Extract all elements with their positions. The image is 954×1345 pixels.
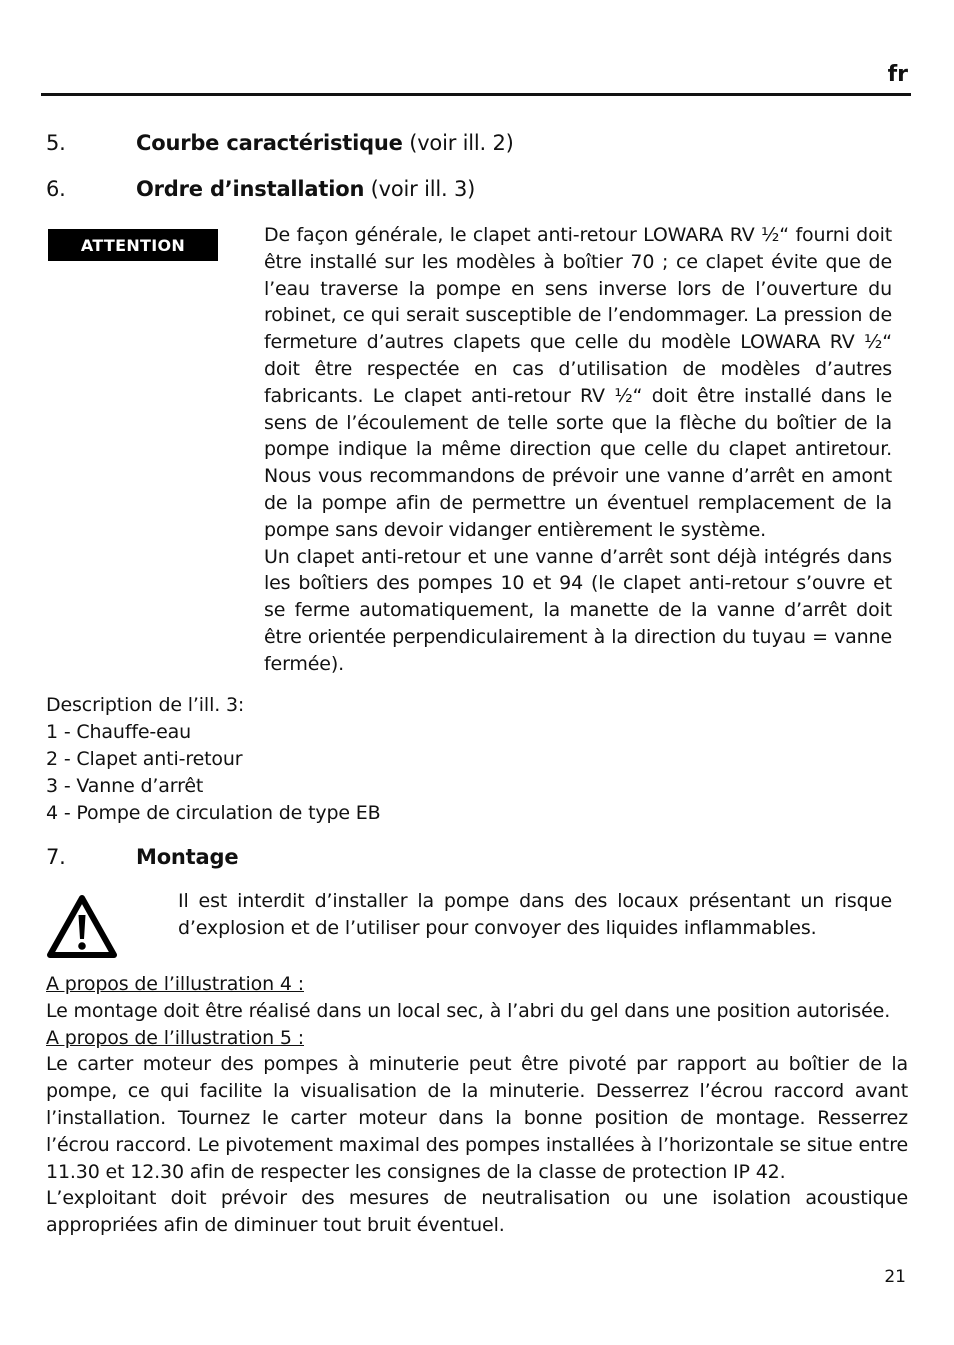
section-reference: (voir ill. 3) [364, 177, 476, 201]
section-5-heading [46, 131, 514, 155]
section-6-heading [46, 177, 475, 201]
illustration-4-heading: A propos de l’illustration 4 : [46, 973, 304, 995]
mounting-instructions [46, 971, 908, 1239]
attention-text [264, 222, 892, 678]
list-item: 2 - Clapet anti-retour [46, 748, 243, 770]
attention-badge: ATTENTION [48, 229, 218, 261]
list-item: 1 - Chauffe-eau [46, 721, 192, 743]
list-item: 3 - Vanne d’arrêt [46, 775, 204, 797]
language-code: fr [887, 62, 908, 87]
section-number: 6. [46, 177, 66, 201]
section-title: Ordre d’installation [136, 177, 365, 201]
warning-text [178, 888, 892, 942]
illustration-5-heading: A propos de l’illustration 5 : [46, 1026, 304, 1049]
section-number: 5. [46, 131, 66, 155]
section-7-heading [46, 845, 238, 869]
section-title: Montage [136, 845, 239, 869]
description-title: Description de l’ill. 3: [46, 694, 245, 716]
warning-paragraph: Il est interdit d’installer la pompe dans des locaux présentant un risque d’explosion et de l’utiliser pour convoyer des liquides inflammables. [178, 890, 892, 939]
illustration-5-note: L’exploitant doit prévoir des mesures de neutralisation ou une isolation acoustique appropriées afin de diminuer tout bruit éventuel. [46, 1187, 908, 1237]
page-number: 21 [884, 1267, 906, 1287]
attention-paragraph-1: De façon générale, le clapet anti-retour LOWARA RV ½“ fourni doit être installé sur les modèles à boîtier 70 ; ce clapet évite que de l’eau traverse la pompe en sens inverse lors de l’ouverture du robinet, ce qui serait susceptible de l’endommager. La pression de fermeture d’autres clapets que celle du modèle LOWARA RV ½“ doit être respectée en cas d’utilisation de modèles d’autres fabricants. Le clapet anti-retour RV ½“ doit être installé dans le sens de l’écoulement de telle sorte que la flèche du boîtier de la pompe indique la même direction que celle du clapet antiretour. Nous vous recommandons de prévoir une vanne d’arrêt en amont de la pompe afin de permettre un éventuel remplacement de la pompe sans devoir vidanger entièrement le système. [264, 224, 892, 541]
warning-triangle-icon [46, 893, 118, 959]
attention-paragraph-2: Un clapet anti-retour et une vanne d’arrêt sont déjà intégrés dans les boîtiers des pompes 10 et 94 (le clapet anti-retour s’ouvre et se ferme automatiquement, la manette de la vanne d’arrêt doit être orientée perpendiculairement à la direction du tuyau = vanne fermée). [264, 545, 892, 675]
list-item: 4 - Pompe de circulation de type EB [46, 802, 381, 824]
header-rule [41, 93, 911, 96]
section-reference: (voir ill. 2) [402, 131, 514, 155]
illustration-3-description [46, 692, 381, 827]
illustration-4-text: Le montage doit être réalisé dans un local sec, à l’abri du gel dans une position autorisée. [46, 999, 891, 1022]
section-number: 7. [46, 845, 66, 869]
section-title: Courbe caractéristique [136, 131, 403, 155]
illustration-5-text: Le carter moteur des pompes à minuterie peut être pivoté par rapport au boîtier de la pompe, ce qui facilite la visualisation de la minuterie. Desserrez l’écrou raccord avant l’installation. Tournez le carter moteur dans la bonne position de montage. Resserrez l’écrou raccord. Le pivotement maximal des pompes installées à l’horizontale se situe entre 11.30 et 12.30 afin de respecter les consignes de la classe de protection IP 42. [46, 1053, 908, 1183]
